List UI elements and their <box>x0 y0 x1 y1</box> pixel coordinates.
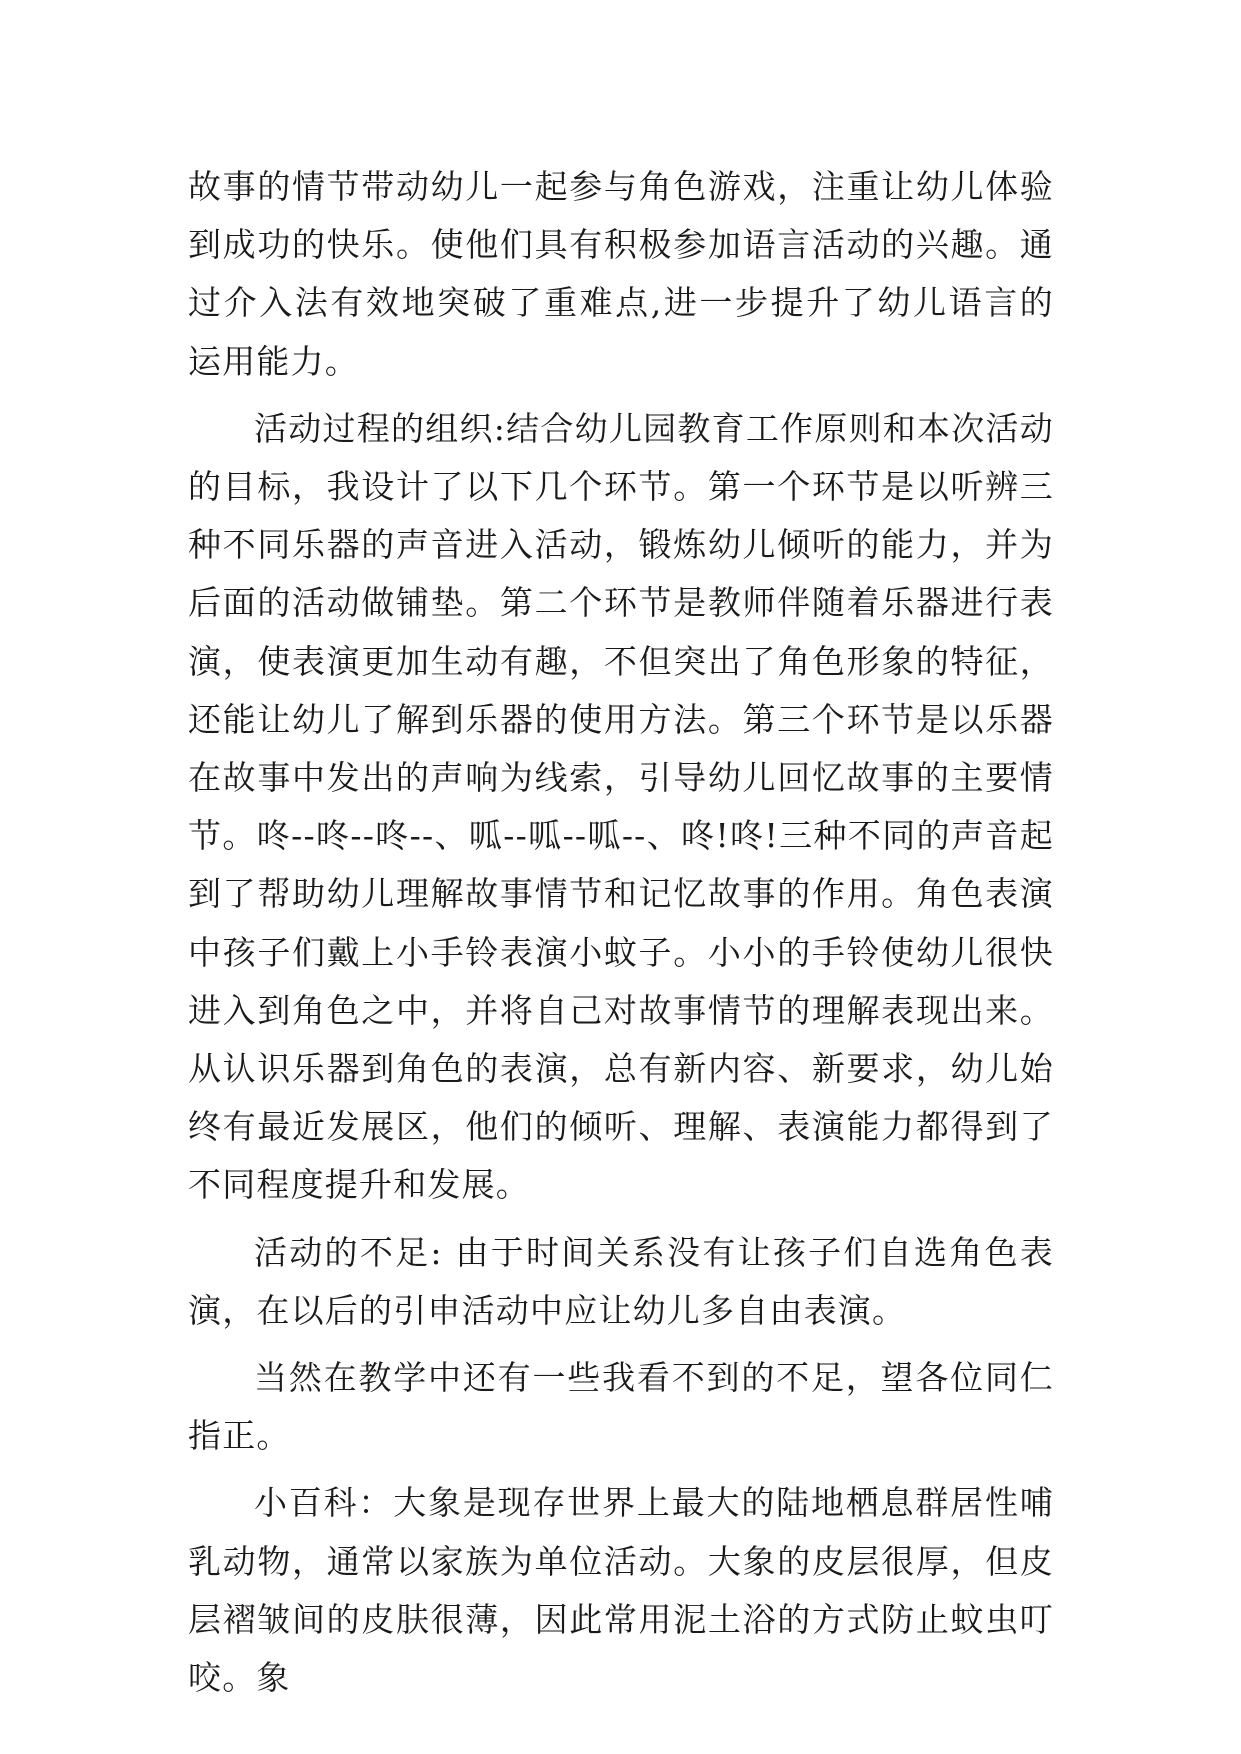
paragraph-5: 小百科：大象是现存世界上最大的陆地栖息群居性哺乳动物，通常以家族为单位活动。大象的皮层很厚，但皮层褶皱间的皮肤很薄，因此常用泥土浴的方式防止蚊虫叮咬。象 <box>188 1483 1054 1698</box>
document-body <box>188 158 1054 1716</box>
paragraph-1: 故事的情节带动幼儿一起参与角色游戏，注重让幼儿体验到成功的快乐。使他们具有积极参加语言活动的兴趣。通过介入法有效地突破了重难点,进一步提升了幼儿语言的运用能力。 <box>188 167 1054 381</box>
paragraph-2: 活动过程的组织:结合幼儿园教育工作原则和本次活动的目标，我设计了以下几个环节。第一个环节是以听辨三种不同乐器的声音进入活动，锻炼幼儿倾听的能力，并为后面的活动做铺垫。第二个环节是教师伴随着乐器进行表演，使表演更加生动有趣，不但突出了角色形象的特征，还能让幼儿了解到乐器的使用方法。第三个环节是以乐器在故事中发出的声响为线索，引导幼儿回忆故事的主要情节。咚--咚--咚--、呱--呱--呱--、咚!咚!三种不同的声音起到了帮助幼儿理解故事情节和记忆故事的作用。角色表演中孩子们戴上小手铃表演小蚊子。小小的手铃使幼儿很快进入到角色之中，并将自己对故事情节的理解表现出来。从认识乐器到角色的表演，总有新内容、新要求，幼儿始终有最近发展区，他们的倾听、理解、表演能力都得到了不同程度提升和发展。 <box>188 408 1054 1205</box>
paragraph-3: 活动的不足: 由于时间关系没有让孩子们自选角色表演，在以后的引申活动中应让幼儿多自由表演。 <box>188 1232 1054 1330</box>
paragraph-4: 当然在教学中还有一些我看不到的不足，望各位同仁指正。 <box>188 1358 1054 1456</box>
